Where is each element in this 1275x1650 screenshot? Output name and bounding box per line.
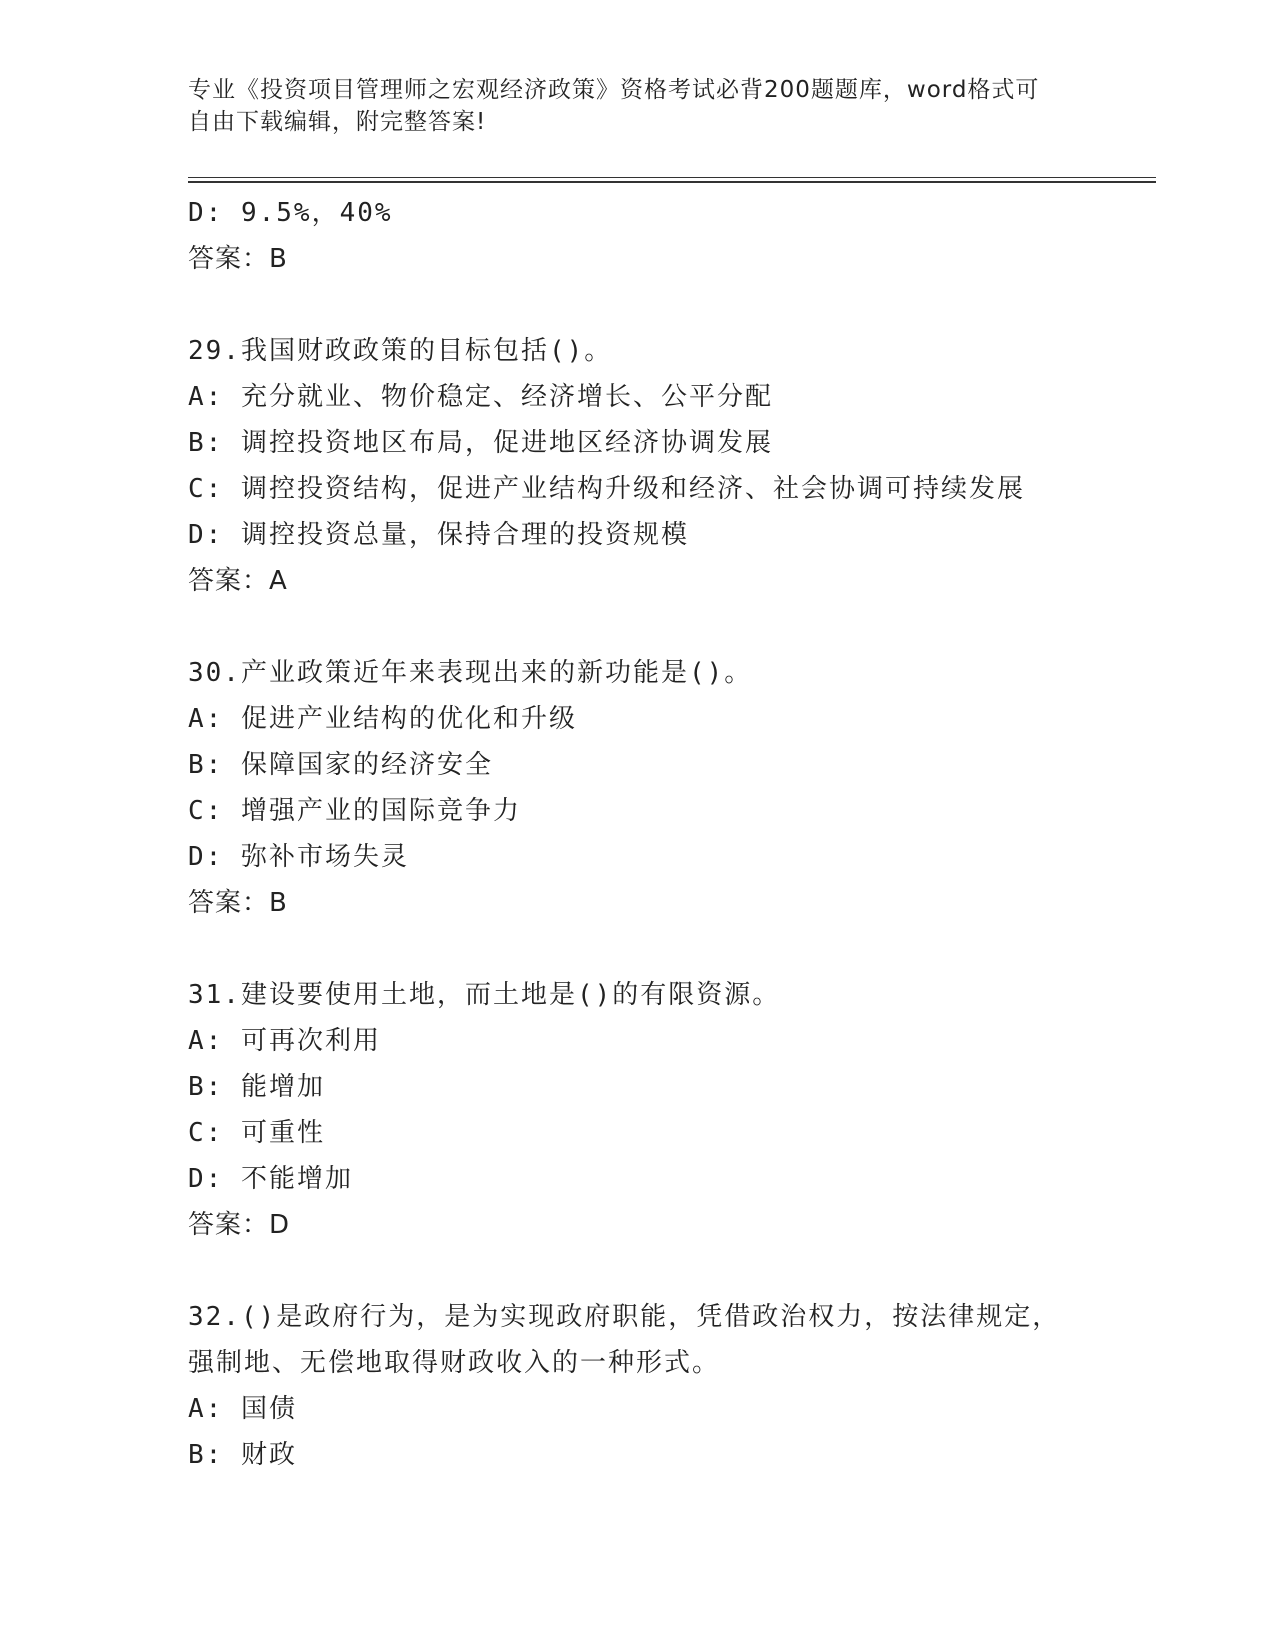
option-d: D: 9.5%，40% [188, 198, 393, 228]
question-stem-line-2: 强制地、无偿地取得财政收入的一种形式。 [188, 1348, 721, 1378]
header-divider-thick [188, 181, 1156, 183]
question-stem: 30.产业政策近年来表现出来的新功能是()。 [188, 658, 753, 688]
spacer [188, 926, 1088, 972]
question-stem-line-1: 32.()是政府行为，是为实现政府职能，凭借政治权力，按法律规定， [188, 1302, 1061, 1332]
question-32 [188, 1294, 1088, 1478]
option-b: B: 调控投资地区布局，促进地区经济协调发展 [188, 428, 773, 458]
option-a: A: 可再次利用 [188, 1026, 381, 1056]
option-a: A: 国债 [188, 1394, 297, 1424]
answer: 答案：A [188, 566, 288, 596]
answer: 答案：D [188, 1210, 291, 1240]
option-a: A: 充分就业、物价稳定、经济增长、公平分配 [188, 382, 773, 412]
answer: 答案：B [188, 888, 288, 918]
question-29 [188, 328, 1088, 604]
option-d: D: 弥补市场失灵 [188, 842, 409, 872]
option-b: B: 财政 [188, 1440, 297, 1470]
question-stem: 31.建设要使用土地，而土地是()的有限资源。 [188, 980, 781, 1010]
question-stem: 29.我国财政政策的目标包括()。 [188, 336, 613, 366]
option-c: C: 可重性 [188, 1118, 325, 1148]
spacer [188, 282, 1088, 328]
spacer [188, 604, 1088, 650]
answer: 答案：B [188, 244, 288, 274]
document-header [188, 74, 1088, 138]
option-d: D: 调控投资总量，保持合理的投资规模 [188, 520, 689, 550]
question-list [188, 190, 1088, 1478]
header-line-2: 自由下载编辑，附完整答案! [188, 109, 487, 135]
question-30 [188, 650, 1088, 926]
option-b: B: 能增加 [188, 1072, 325, 1102]
option-b: B: 保障国家的经济安全 [188, 750, 493, 780]
option-c: C: 增强产业的国际竞争力 [188, 796, 521, 826]
question-31 [188, 972, 1088, 1248]
header-line-1: 专业《投资项目管理师之宏观经济政策》资格考试必背200题题库，word格式可 [188, 77, 1040, 103]
option-a: A: 促进产业结构的优化和升级 [188, 704, 577, 734]
option-c: C: 调控投资结构，促进产业结构升级和经济、社会协调可持续发展 [188, 474, 1025, 504]
option-d: D: 不能增加 [188, 1164, 353, 1194]
header-divider-thin [188, 177, 1156, 178]
question-28-tail [188, 190, 1088, 282]
spacer [188, 1248, 1088, 1294]
